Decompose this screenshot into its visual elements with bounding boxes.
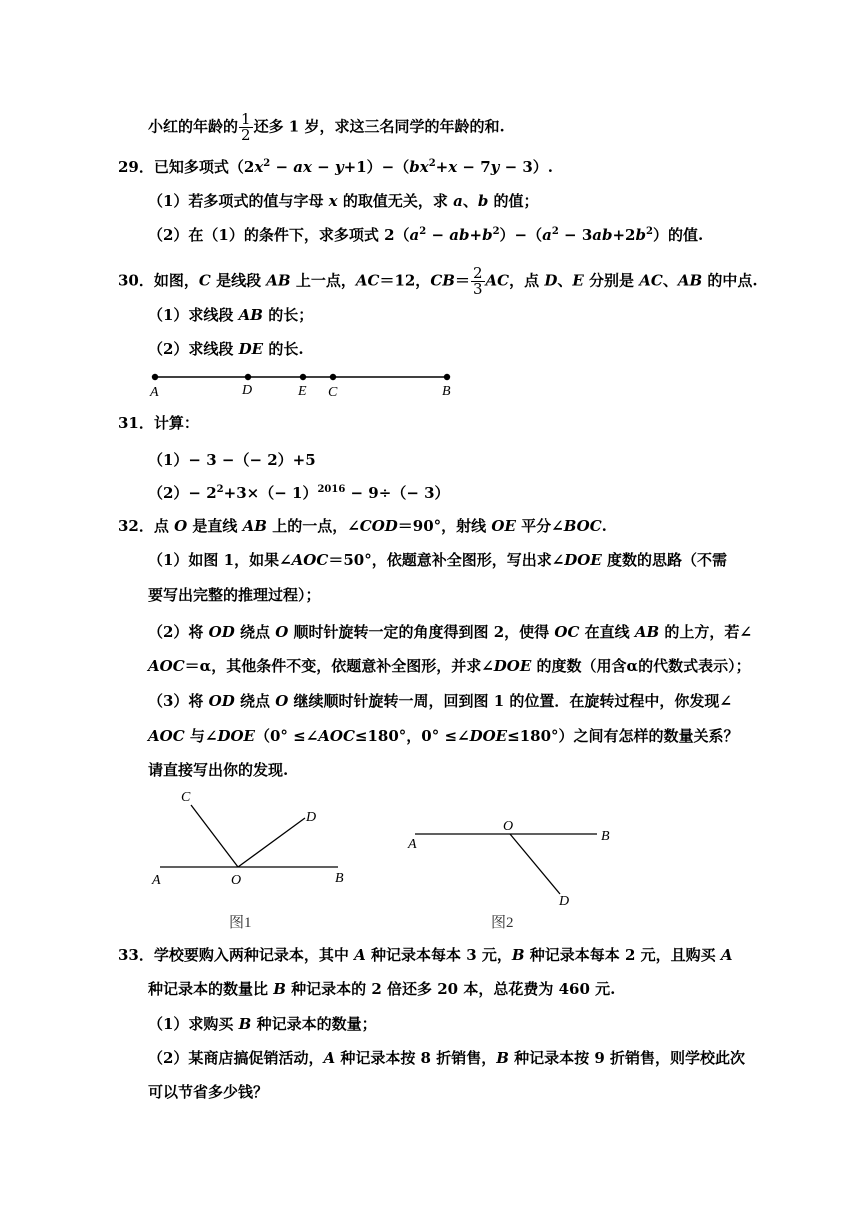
q33-part2: （2）某商店搞促销活动，A 种记录本按 8 折销售，B 种记录本按 9 折销售，则学校此次 — [148, 1049, 745, 1067]
ray-od — [510, 834, 560, 894]
label-d: D — [559, 894, 570, 909]
q33-stem: 33．学校要购入两种记录本，其中 A 种记录本每本 3 元，B 种记录本每本 2 元，且购买 A — [118, 946, 733, 964]
point-a — [152, 374, 158, 380]
q32-part3-line2: AOC 与∠DOE（0° ≤∠AOC≤180°，0° ≤∠DOE≤180°）之间有怎样的数量关系？ — [148, 727, 739, 745]
label-a: A — [152, 873, 161, 888]
ray-oc — [191, 805, 238, 867]
label-a: A — [150, 385, 159, 400]
q32-part1: （1）如图 1，如果∠AOC＝50°，依题意补全图形，写出求∠DOE 度数的思路（不需 — [148, 551, 728, 569]
label-c: C — [181, 790, 191, 805]
q31-part2: $(2)- 2^2+3\times(- 1)^{2016} - 9\div(- 3)$ — [148, 484, 450, 502]
point-c — [330, 374, 336, 380]
point-e — [300, 374, 306, 380]
q32-stem: 32．点 O 是直线 AB 上的一点，∠COD＝90°，射线 OE 平分∠BOC. — [118, 517, 607, 535]
figure-2 — [400, 812, 625, 937]
label-b: B — [335, 871, 344, 886]
label-o: O — [503, 819, 514, 834]
label-e: E — [298, 384, 307, 399]
fraction: $\frac{1}{2}$ — [241, 110, 251, 144]
q31-part1: （1）− 3 −（− 2）+5 — [148, 451, 316, 469]
q28-tail: 小红的年龄的 $\frac{1}{2}$ 还多 1 岁，求这三名同学的年龄的和. — [148, 110, 505, 144]
q33-part2-line2: 可以节省多少钱？ — [148, 1083, 269, 1101]
label-d: D — [242, 383, 253, 398]
point-d — [245, 374, 251, 380]
caption-fig2: 图2 — [491, 915, 514, 931]
label-o: O — [231, 873, 242, 888]
segment-figure — [140, 365, 470, 401]
q29-stem: 29．已知多项式（$2x^2$ − ax − $y+1)-(bx^2+x - 7y - 3)$. — [118, 158, 554, 176]
q30-part2: （2）求线段 DE 的长. — [148, 340, 304, 358]
q32-part2: （2）将 OD 绕点 O 顺时针旋转一定的角度得到图 2，使得 OC 在直线 AB 的上方，若∠ — [148, 623, 752, 641]
ray-od — [238, 818, 305, 867]
q30-stem: 30．如图，C 是线段 AB 上一点，AC＝12，CB＝ $\frac{2}{3}$ AC，点 D、E 分别是 AC、AB 的中点. — [118, 264, 758, 298]
label-a: A — [408, 837, 417, 852]
label-c: C — [328, 385, 338, 400]
q32-part2-line2: AOC＝α，其他条件不变，依题意补全图形，并求∠DOE 的度数（用含α的代数式表示）； — [148, 657, 751, 675]
label-b: B — [442, 384, 451, 399]
caption-fig1: 图1 — [229, 915, 252, 931]
q30-part1: （1）求线段 AB 的长； — [148, 306, 314, 324]
q33-stem-line2: 种记录本的数量比 B 种记录本的 2 倍还多 20 本，总花费为 460 元. — [148, 980, 616, 998]
q32-part3: （3）将 OD 绕点 O 继续顺时针旋转一周，回到图 1 的位置．在旋转过程中，你发现∠ — [148, 692, 732, 710]
q33-part1: （1）求购买 B 种记录本的数量； — [148, 1015, 377, 1033]
label-b: B — [601, 829, 610, 844]
q32-part1-line2: 要写出完整的推理过程）； — [148, 586, 321, 604]
q29-part2: （2）在（1）的条件下，求多项式 $2(a^2 - ab+b^2)-(a^2 - 3ab+2b^2)$的值. — [148, 226, 704, 244]
figure-1 — [145, 785, 360, 935]
fraction: $\frac{2}{3}$ — [472, 264, 483, 298]
q32-part3-line3: 请直接写出你的发现. — [148, 761, 289, 779]
q31-stem: 31．计算： — [118, 414, 199, 432]
label-d: D — [306, 810, 317, 825]
point-b — [444, 374, 450, 380]
q29-part1: （1）若多项式的值与字母 x 的取值无关，求 a、b 的值； — [148, 192, 539, 210]
